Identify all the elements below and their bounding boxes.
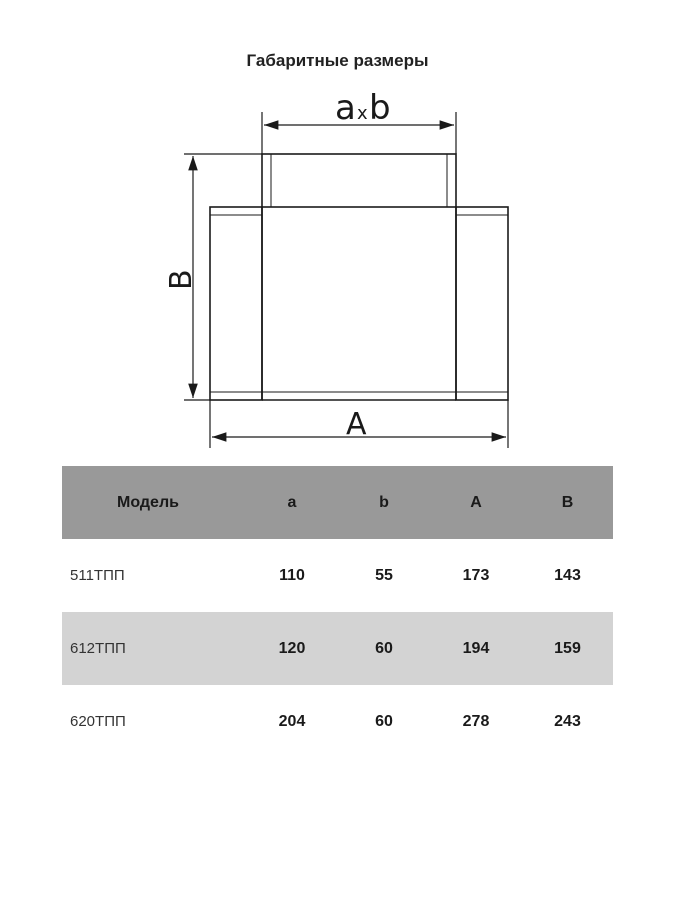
dimension-lines: [184, 112, 508, 448]
dimensions-table: [62, 466, 613, 758]
value-a: 120: [278, 639, 306, 657]
value-A: 194: [462, 639, 490, 657]
right-spigot: [456, 207, 508, 400]
page-title: Габаритные размеры: [246, 51, 429, 70]
table-row: [62, 539, 613, 612]
model-name: 612ТПП: [70, 640, 126, 657]
model-name: 620ТПП: [70, 713, 126, 730]
axb-label-a: a: [335, 88, 356, 128]
value-B: 159: [554, 639, 581, 657]
value-B: 143: [554, 566, 581, 584]
header-model: Модель: [117, 493, 179, 511]
value-b: 60: [375, 712, 393, 730]
header-a: a: [287, 493, 297, 511]
axb-label-b: b: [369, 88, 391, 128]
dimension-label-B: B: [164, 269, 199, 290]
dimension-label-A: A: [346, 407, 367, 442]
header-B: B: [561, 493, 574, 511]
value-A: 278: [462, 712, 490, 730]
value-b: 55: [375, 566, 393, 584]
value-B: 243: [554, 712, 581, 730]
value-b: 60: [375, 639, 393, 657]
value-a: 110: [279, 566, 305, 584]
tee-outline: [210, 154, 508, 400]
model-name: 511ТПП: [70, 567, 125, 584]
left-spigot: [210, 207, 262, 400]
value-a: 204: [278, 712, 306, 730]
table-row: [62, 612, 613, 685]
header-b: b: [379, 493, 389, 511]
value-A: 173: [462, 566, 490, 584]
axb-label-x: x: [357, 103, 368, 124]
header-A: A: [470, 493, 482, 511]
table-header-row: [62, 466, 613, 539]
tee-dimension-drawing: [0, 80, 675, 460]
table-row: [62, 685, 613, 758]
top-branch: [262, 154, 456, 207]
